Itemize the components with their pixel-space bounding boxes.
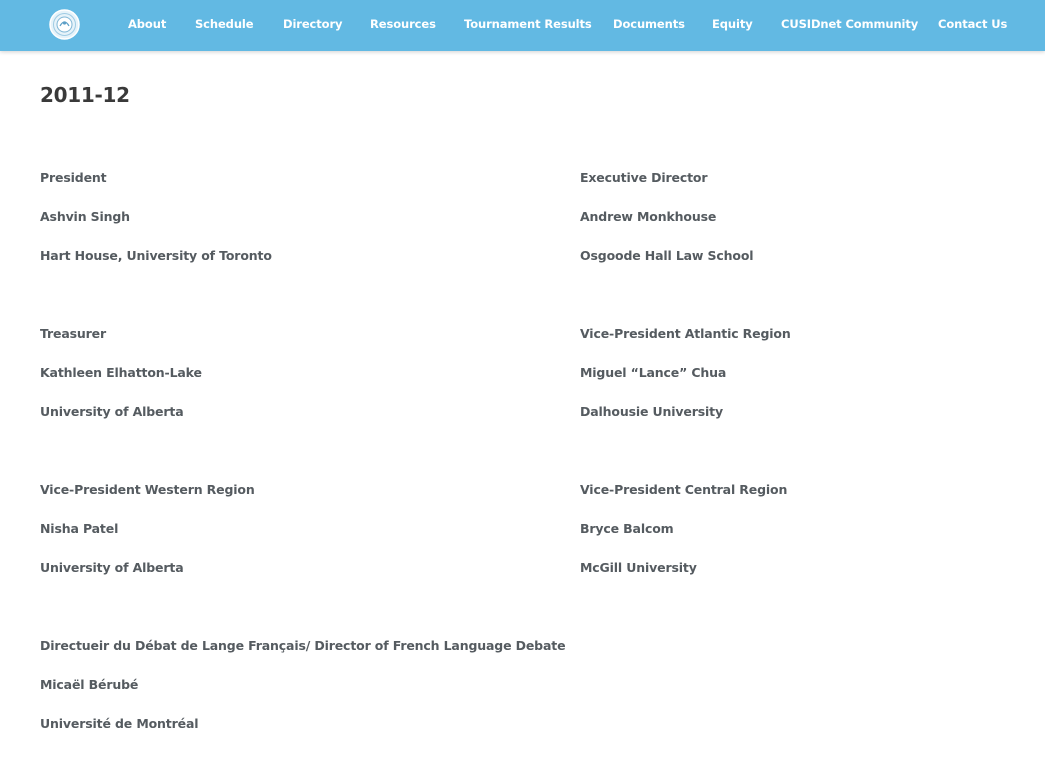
nav-resources[interactable]: Resources <box>370 17 436 31</box>
nav-about[interactable]: About <box>128 17 167 31</box>
nav-directory[interactable]: Directory <box>283 17 343 31</box>
position-holder-name: Ashvin Singh <box>40 209 130 224</box>
cusid-logo-icon[interactable] <box>49 9 80 40</box>
position-role: Treasurer <box>40 326 107 341</box>
position-role: Vice-President Atlantic Region <box>580 326 791 341</box>
position-role: Vice-President Western Region <box>40 482 255 497</box>
page-title: 2011-12 <box>40 83 130 107</box>
nav-schedule[interactable]: Schedule <box>195 17 254 31</box>
position-institution: McGill University <box>580 560 697 575</box>
position-role: President <box>40 170 107 185</box>
position-institution: University of Alberta <box>40 404 184 419</box>
nav-equity[interactable]: Equity <box>712 17 753 31</box>
position-role: Directueir du Débat de Lange Français/ Director of French Language Debate <box>40 638 566 653</box>
position-holder-name: Nisha Patel <box>40 521 119 536</box>
position-role: Vice-President Central Region <box>580 482 788 497</box>
top-navbar <box>0 0 1045 51</box>
nav-tournament-results[interactable]: Tournament Results <box>464 17 592 31</box>
nav-cusidnet-community[interactable]: CUSIDnet Community <box>781 17 919 31</box>
position-holder-name: Miguel “Lance” Chua <box>580 365 727 380</box>
position-institution: Hart House, University of Toronto <box>40 248 272 263</box>
position-holder-name: Bryce Balcom <box>580 521 674 536</box>
position-institution: University of Alberta <box>40 560 184 575</box>
nav-contact-us[interactable]: Contact Us <box>938 17 1008 31</box>
position-institution: Université de Montréal <box>40 716 199 731</box>
nav-documents[interactable]: Documents <box>613 17 685 31</box>
position-holder-name: Andrew Monkhouse <box>580 209 717 224</box>
position-holder-name: Kathleen Elhatton-Lake <box>40 365 202 380</box>
position-holder-name: Micaël Bérubé <box>40 677 139 692</box>
position-institution: Osgoode Hall Law School <box>580 248 754 263</box>
position-role: Executive Director <box>580 170 708 185</box>
position-institution: Dalhousie University <box>580 404 724 419</box>
